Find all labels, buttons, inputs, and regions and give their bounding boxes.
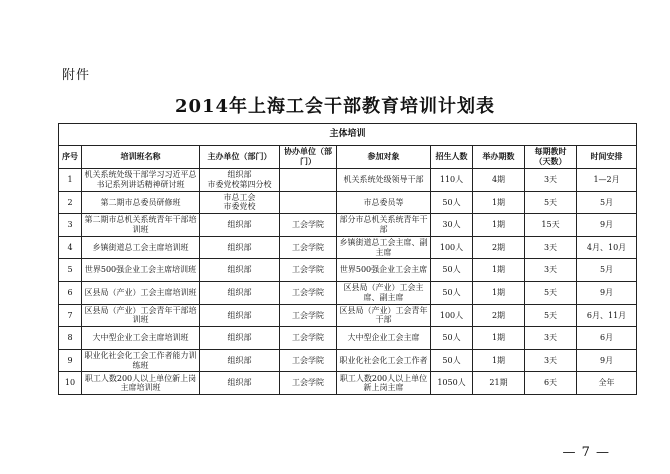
cell-enroll: 1050人: [431, 372, 473, 395]
cell-target: 世界500强企业工会主席: [337, 259, 431, 282]
cell-co: 工会学院: [280, 349, 337, 372]
cell-target: 乡镇街道总工会主席、副主席: [337, 236, 431, 259]
cell-schedule: 5月: [577, 259, 637, 282]
cell-name: 第二期市总机关系统青年干部培训班: [82, 214, 200, 237]
cell-target: 职工人数200人以上单位新上岗主席: [337, 372, 431, 395]
table-row: [59, 304, 637, 327]
cell-target: 职业化社会化工会工作者: [337, 349, 431, 372]
cell-sessions: 4期: [473, 169, 525, 192]
cell-host: 市总工会 市委党校: [200, 191, 280, 214]
section-header: 主体培训: [59, 124, 637, 146]
cell-schedule: 全年: [577, 372, 637, 395]
cell-days: 3天: [525, 327, 577, 350]
cell-no: 10: [59, 372, 82, 395]
cell-enroll: 50人: [431, 281, 473, 304]
table-row: [59, 327, 637, 350]
table-row: [59, 259, 637, 282]
cell-schedule: 9月: [577, 214, 637, 237]
attachment-label: 附件: [62, 68, 91, 83]
cell-schedule: 6月: [577, 327, 637, 350]
cell-days: 3天: [525, 349, 577, 372]
cell-enroll: 50人: [431, 349, 473, 372]
table-row: [59, 214, 637, 237]
cell-schedule: 4月、10月: [577, 236, 637, 259]
cell-host: 组织部 市委党校第四分校: [200, 169, 280, 192]
cell-no: 2: [59, 191, 82, 214]
cell-name: 职工人数200人以上单位新上岗主席培训班: [82, 372, 200, 395]
cell-co: [280, 191, 337, 214]
header-days: 每期教时（天数）: [525, 146, 577, 169]
table-row: [59, 349, 637, 372]
cell-enroll: 50人: [431, 327, 473, 350]
cell-name: 区县局（产业）工会主席培训班: [82, 281, 200, 304]
cell-no: 8: [59, 327, 82, 350]
cell-target: 区县局（产业）工会主席、副主席: [337, 281, 431, 304]
cell-sessions: 2期: [473, 304, 525, 327]
cell-co: 工会学院: [280, 236, 337, 259]
page-number: — 7 —: [562, 445, 610, 460]
cell-sessions: 1期: [473, 214, 525, 237]
header-schedule: 时间安排: [577, 146, 637, 169]
cell-sessions: 1期: [473, 349, 525, 372]
cell-enroll: 100人: [431, 304, 473, 327]
cell-days: 5天: [525, 281, 577, 304]
cell-no: 5: [59, 259, 82, 282]
table-row: [59, 281, 637, 304]
header-name: 培训班名称: [82, 146, 200, 169]
document-title: 2014年上海工会干部教育培训计划表: [174, 96, 496, 117]
table-row: [59, 191, 637, 214]
cell-co: [280, 169, 337, 192]
cell-target: 部分市总机关系统青年干部: [337, 214, 431, 237]
cell-target: 区县局（产业）工会青年干部: [337, 304, 431, 327]
cell-name: 职业化社会化工会工作者能力训练班: [82, 349, 200, 372]
cell-host: 组织部: [200, 304, 280, 327]
cell-host: 组织部: [200, 349, 280, 372]
table-row: [59, 169, 637, 192]
cell-sessions: 1期: [473, 327, 525, 350]
cell-co: 工会学院: [280, 259, 337, 282]
cell-co: 工会学院: [280, 281, 337, 304]
cell-name: 第二期市总委员研修班: [82, 191, 200, 214]
cell-host: 组织部: [200, 281, 280, 304]
cell-host: 组织部: [200, 259, 280, 282]
cell-host: 组织部: [200, 372, 280, 395]
cell-no: 1: [59, 169, 82, 192]
cell-target: 市总委员等: [337, 191, 431, 214]
cell-co: 工会学院: [280, 214, 337, 237]
cell-enroll: 100人: [431, 236, 473, 259]
cell-schedule: 1—2月: [577, 169, 637, 192]
cell-sessions: 1期: [473, 191, 525, 214]
cell-schedule: 5月: [577, 191, 637, 214]
cell-days: 3天: [525, 169, 577, 192]
cell-days: 5天: [525, 191, 577, 214]
cell-enroll: 50人: [431, 259, 473, 282]
cell-target: 大中型企业工会主席: [337, 327, 431, 350]
cell-sessions: 21期: [473, 372, 525, 395]
cell-no: 3: [59, 214, 82, 237]
header-sessions: 举办期数: [473, 146, 525, 169]
cell-sessions: 1期: [473, 259, 525, 282]
cell-schedule: 6月、11月: [577, 304, 637, 327]
cell-days: 3天: [525, 259, 577, 282]
cell-name: 机关系统处级干部学习习近平总书记系列讲话精神研讨班: [82, 169, 200, 192]
cell-co: 工会学院: [280, 372, 337, 395]
header-host: 主办单位（部门）: [200, 146, 280, 169]
cell-no: 4: [59, 236, 82, 259]
cell-enroll: 50人: [431, 191, 473, 214]
cell-no: 9: [59, 349, 82, 372]
cell-co: 工会学院: [280, 304, 337, 327]
training-plan-table: [58, 123, 637, 395]
cell-name: 大中型企业工会主席培训班: [82, 327, 200, 350]
cell-name: 乡镇街道总工会主席培训班: [82, 236, 200, 259]
cell-name: 区县局（产业）工会青年干部培训班: [82, 304, 200, 327]
cell-enroll: 110人: [431, 169, 473, 192]
cell-days: 3天: [525, 236, 577, 259]
cell-host: 组织部: [200, 236, 280, 259]
cell-no: 7: [59, 304, 82, 327]
cell-target: 机关系统处级领导干部: [337, 169, 431, 192]
cell-days: 5天: [525, 304, 577, 327]
cell-host: 组织部: [200, 214, 280, 237]
cell-no: 6: [59, 281, 82, 304]
cell-co: 工会学院: [280, 327, 337, 350]
header-enroll: 招生人数: [431, 146, 473, 169]
header-no: 序号: [59, 146, 82, 169]
cell-schedule: 9月: [577, 349, 637, 372]
cell-sessions: 1期: [473, 281, 525, 304]
cell-days: 6天: [525, 372, 577, 395]
cell-enroll: 30人: [431, 214, 473, 237]
cell-days: 15天: [525, 214, 577, 237]
cell-schedule: 9月: [577, 281, 637, 304]
cell-sessions: 2期: [473, 236, 525, 259]
header-co: 协办单位（部门）: [280, 146, 337, 169]
header-target: 参加对象: [337, 146, 431, 169]
table-row: [59, 236, 637, 259]
table-row: [59, 372, 637, 395]
cell-host: 组织部: [200, 327, 280, 350]
cell-name: 世界500强企业工会主席培训班: [82, 259, 200, 282]
